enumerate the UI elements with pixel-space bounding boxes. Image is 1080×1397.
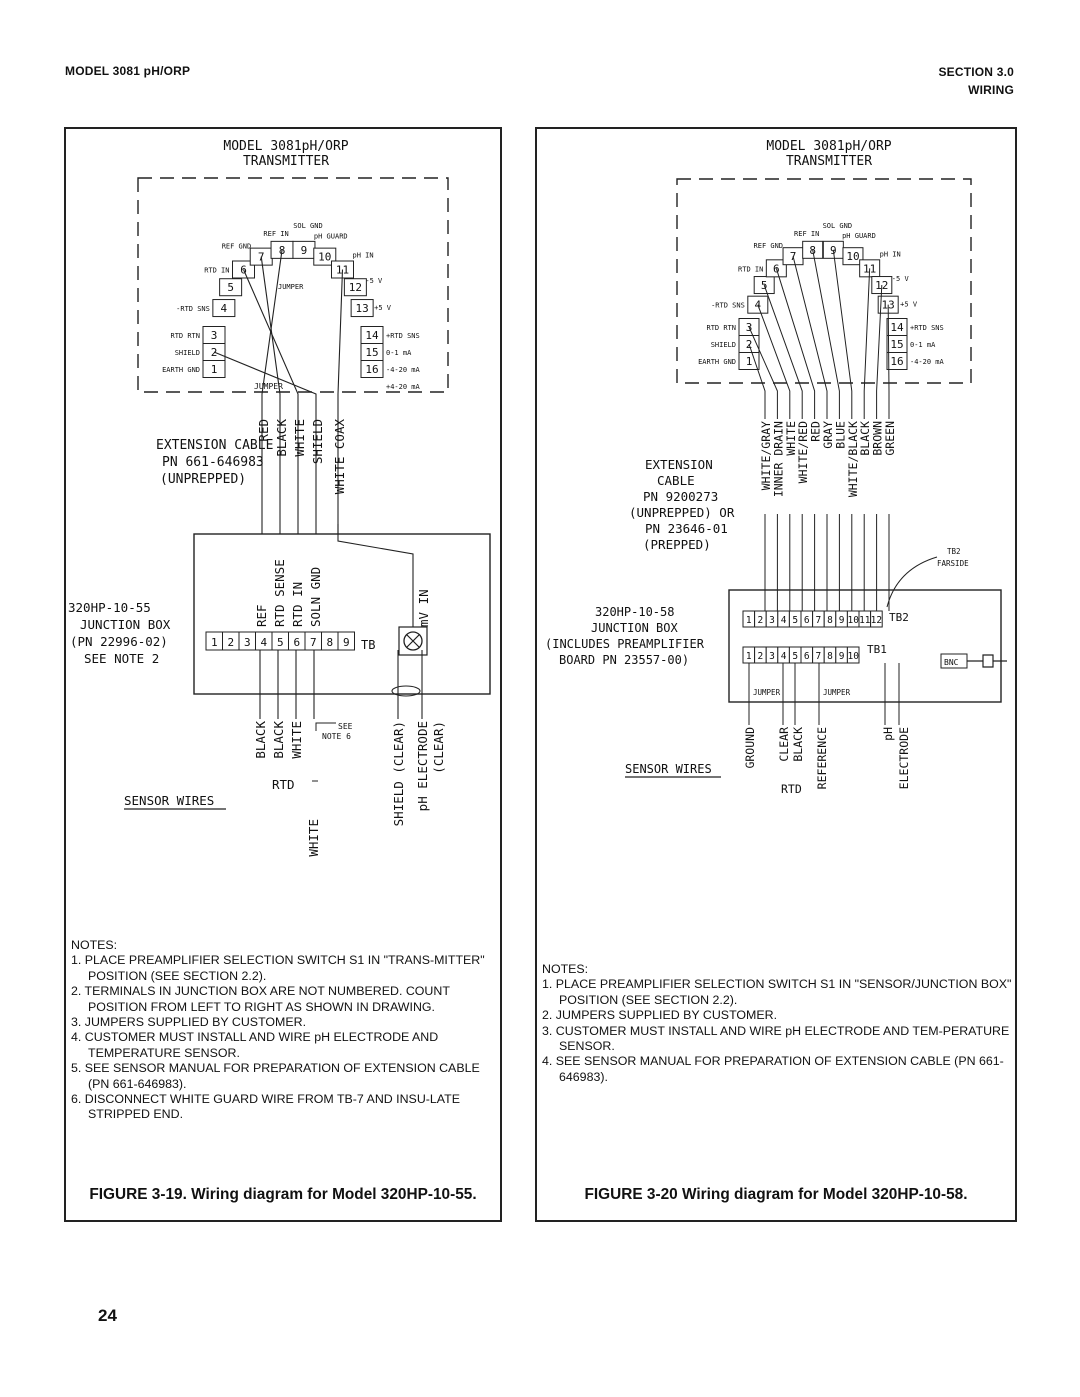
fig20-caption: FIGURE 3-20 Wiring diagram for Model 320HP-10-58. xyxy=(584,1186,968,1203)
fig20-tb1-number: 3 xyxy=(769,651,775,662)
fig20-wire-7 xyxy=(813,250,840,419)
fig20-tb1-number: 8 xyxy=(827,651,833,662)
fig19-wire-3 xyxy=(244,270,298,419)
fig20-tb1-strip xyxy=(743,647,859,663)
figure-3-19-panel xyxy=(64,127,502,1222)
fig20-sensor-wire-label: BLACK xyxy=(791,727,805,762)
fig20-wire-8 xyxy=(833,250,851,419)
fig19-terminal-number: 9 xyxy=(300,243,308,257)
fig20-bnc-label: BNC xyxy=(944,658,959,667)
fig20-tb2-number: 3 xyxy=(769,615,775,626)
fig20-note-3: 3. CUSTOMER MUST INSTALL AND WIRE pH ELECTRODE AND TEM-PERATURE SENSOR. xyxy=(542,1023,1010,1054)
fig19-jb-title3: (PN 22996-02) xyxy=(70,634,168,649)
fig20-tb1-number: 1 xyxy=(745,651,752,662)
fig20-terminal-number: 14 xyxy=(890,321,904,334)
fig20-sensor-wire-label: RTD xyxy=(781,782,802,796)
figure-3-20-panel xyxy=(535,127,1017,1222)
fig20-cable-wire-label: GRAY xyxy=(821,421,835,449)
fig20-junction-box xyxy=(729,590,1001,702)
fig19-sensor-wire-label: pH ELECTRODE xyxy=(415,721,430,812)
fig20-sensor-wire-label: CLEAR xyxy=(777,727,791,762)
fig20-cable-title6: (PREPPED) xyxy=(643,537,711,552)
fig19-cable-wire-label: BLACK xyxy=(274,419,289,457)
fig20-cable-wire-label: BLACK xyxy=(858,421,873,456)
fig20-wire-4 xyxy=(764,285,802,419)
fig20-jumper1: JUMPER xyxy=(753,688,781,697)
fig20-terminal-number: 11 xyxy=(863,262,877,276)
fig19-tb-number: 2 xyxy=(227,636,235,649)
fig20-tb1-number: 2 xyxy=(757,651,764,662)
fig19-terminal-label: pH GUARD xyxy=(313,232,348,241)
fig19-cable-wire-label: WHITE xyxy=(292,419,307,457)
header-section-number: SECTION 3.0 xyxy=(938,65,1014,79)
fig19-terminal-label: 0-1 mA xyxy=(386,349,412,357)
figure-3-20-diagram xyxy=(537,129,1015,969)
fig19-terminal-number: 10 xyxy=(318,250,332,264)
fig19-tb-number: 9 xyxy=(342,636,350,649)
fig19-jb-title2: JUNCTION BOX xyxy=(80,617,171,632)
fig20-tb2-callout1: TB2 xyxy=(947,547,961,556)
fig20-terminal-label: EARTH GND xyxy=(698,358,736,366)
fig20-wire-9 xyxy=(864,268,869,419)
fig20-terminal-label: +5 V xyxy=(900,300,918,309)
fig20-tb2-number: 1 xyxy=(745,615,752,626)
fig19-jb-title1: 320HP-10-55 xyxy=(68,600,151,615)
fig20-terminal-number: 4 xyxy=(754,298,762,312)
fig19-note-6: 6. DISCONNECT WHITE GUARD WIRE FROM TB-7 AND INSU-LATE STRIPPED END. xyxy=(71,1092,460,1122)
fig19-terminal-label: SHIELD xyxy=(174,349,200,357)
fig19-terminal-number: 1 xyxy=(210,363,218,376)
fig20-tb2-callout2: FARSIDE xyxy=(937,559,969,568)
fig20-tb2-number: 5 xyxy=(792,615,799,626)
fig19-tb-number: 8 xyxy=(326,636,334,649)
fig19-coax-route xyxy=(338,524,413,627)
fig19-cable-title3: (UNPREPPED) xyxy=(160,472,247,487)
fig20-tb2-number: 8 xyxy=(827,615,833,626)
fig19-terminal-number: 8 xyxy=(278,243,286,257)
fig20-cable-title5: PN 23646-01 xyxy=(645,521,728,536)
fig20-jb-title1: 320HP-10-58 xyxy=(595,605,675,619)
fig19-notes xyxy=(71,938,499,1123)
fig20-tb2-strip xyxy=(743,611,882,627)
fig20-tb2-label: TB2 xyxy=(889,611,909,624)
fig20-cable-wire-label: WHITE/GRAY xyxy=(759,421,773,491)
fig19-jb-label: SOLN GND xyxy=(308,566,323,627)
fig20-wire-5 xyxy=(776,268,814,419)
fig19-sensor-wire-label: WHITE xyxy=(306,819,321,857)
fig19-cable-wire-label: SHIELD xyxy=(310,419,325,465)
fig19-terminal-number: 13 xyxy=(355,302,369,316)
fig19-sensor-wire-label: RTD xyxy=(272,777,295,792)
fig19-sensor-wire-label: BLACK xyxy=(271,721,286,759)
header-section-title: WIRING xyxy=(968,83,1014,97)
fig20-terminal-number: 3 xyxy=(745,321,753,334)
fig20-terminal-label: pH IN xyxy=(879,250,901,259)
fig19-terminal-number: 16 xyxy=(365,363,379,376)
fig20-cable-wire-label: INNER DRAIN xyxy=(771,421,786,498)
fig20-notes xyxy=(542,962,1012,1085)
fig20-sensor-wire-label: GROUND xyxy=(743,727,757,769)
fig19-wire-5 xyxy=(338,270,342,419)
fig20-callout-arrow xyxy=(887,557,937,607)
fig19-note-1: 1. PLACE PREAMPLIFIER SELECTION SWITCH S1 IN "TRANS-MITTER" POSITION (SEE SECTION 2.2). xyxy=(71,953,485,983)
fig19-cable-title1: EXTENSION CABLE xyxy=(156,438,274,453)
fig20-terminal-number: 12 xyxy=(875,279,889,293)
fig19-tb-number: 6 xyxy=(293,636,301,649)
fig19-terminal-label: RTD IN xyxy=(204,266,230,275)
fig20-tb1-number: 6 xyxy=(803,651,810,662)
fig20-sensor-labels xyxy=(743,663,911,796)
fig19-note-5: 5. SEE SENSOR MANUAL FOR PREPARATION OF EXTENSION CABLE (PN 661-646983). xyxy=(71,1061,480,1091)
fig20-tb1-label: TB1 xyxy=(867,643,887,656)
fig19-tb-number: 1 xyxy=(210,636,218,649)
fig19-mv-connector-cross xyxy=(407,635,419,647)
fig19-sensor-wire-label: (CLEAR) xyxy=(431,721,446,774)
fig19-jumper-bottom: JUMPER xyxy=(254,382,283,391)
fig20-title-transmitter: TRANSMITTER xyxy=(785,154,873,169)
fig20-terminal-number: 15 xyxy=(890,338,904,351)
fig20-sensor-wire-label: pH xyxy=(881,727,895,741)
fig20-terminal-label: -5 V xyxy=(891,275,909,284)
fig20-terminal-label: +RTD SNS xyxy=(910,324,944,332)
fig20-cable-title3: PN 9200273 xyxy=(643,489,719,504)
fig19-sensor-wire-label: BLACK xyxy=(253,721,268,759)
fig19-jb-label: mV IN xyxy=(416,589,431,627)
fig19-terminal-label: REF IN xyxy=(263,229,289,238)
fig20-jb-title3: (INCLUDES PREAMPLIFIER xyxy=(545,637,704,651)
fig20-terminal-number: 1 xyxy=(745,355,753,368)
fig19-terminal-number: 3 xyxy=(210,329,218,342)
fig20-title-model: MODEL 3081pH/ORP xyxy=(766,139,892,154)
fig19-cable-wire-label: WHITE COAX xyxy=(332,419,347,495)
fig19-terminal-number: 12 xyxy=(348,281,362,295)
fig19-note-3: 3. JUMPERS SUPPLIED BY CUSTOMER. xyxy=(71,1015,307,1030)
fig19-terminal-strip xyxy=(206,632,355,650)
fig19-junction-box xyxy=(194,534,490,694)
fig20-notes-title: NOTES: xyxy=(542,962,589,976)
fig20-terminal-label: RTD IN xyxy=(738,265,764,274)
fig19-sensor-labels xyxy=(253,650,446,857)
fig19-terminal-label: RTD RTN xyxy=(170,332,200,340)
fig20-terminal-number: 16 xyxy=(890,355,904,368)
fig20-tb1-number: 5 xyxy=(792,651,799,662)
fig20-cable-wire-label: WHITE/RED xyxy=(796,421,811,484)
fig19-sensor-wires-label: SENSOR WIRES xyxy=(124,793,215,808)
fig20-terminal-label: -RTD SNS xyxy=(711,301,745,310)
fig19-terminal-label: EARTH GND xyxy=(162,366,200,374)
fig19-terminal-label: -5 V xyxy=(365,277,383,286)
fig20-terminal-label: pH GUARD xyxy=(842,232,876,241)
fig20-terminal-label: 0-1 mA xyxy=(910,341,936,349)
fig20-tb1-number: 10 xyxy=(847,651,859,662)
fig19-terminal-number: 5 xyxy=(227,281,234,295)
fig20-tb2-number: 6 xyxy=(803,615,810,626)
fig19-jb-label: REF xyxy=(254,604,269,627)
fig19-tb-number: 3 xyxy=(243,636,251,649)
fig19-terminal-label: +5 V xyxy=(374,304,391,313)
fig20-jb-title4: BOARD PN 23557-00) xyxy=(559,653,690,667)
fig19-terminal-label: -RTD SNS xyxy=(176,305,210,314)
header-section xyxy=(938,63,1014,99)
fig20-terminal-label: SOL GND xyxy=(822,221,853,230)
fig20-tb2-number: 12 xyxy=(870,615,883,626)
fig20-sensor-wire-label: REFERENCE xyxy=(815,727,829,790)
fig19-terminal-number: 2 xyxy=(210,346,218,359)
fig20-terminal-number: 6 xyxy=(773,262,780,276)
fig20-tb2-number: 11 xyxy=(859,615,871,626)
fig20-cable-title1: EXTENSION xyxy=(645,457,713,472)
fig20-terminal-label: SHIELD xyxy=(710,341,736,349)
fig19-note-2: 2. TERMINALS IN JUNCTION BOX ARE NOT NUMBERED. COUNT POSITION FROM LEFT TO RIGHT AS SHOWN IN DRAWING. xyxy=(71,984,450,1014)
fig19-jb-label: RTD SENSE xyxy=(272,559,287,627)
fig20-cable-labels xyxy=(759,421,897,497)
fig19-terminal-label: REF GND xyxy=(221,242,252,251)
fig20-note-2: 2. JUMPERS SUPPLIED BY CUSTOMER. xyxy=(542,1008,778,1023)
fig20-terminal-number: 13 xyxy=(881,298,895,312)
fig20-cable-wire-label: BROWN xyxy=(870,421,885,456)
fig19-note-4: 4. CUSTOMER MUST INSTALL AND WIRE pH ELECTRODE AND TEMPERATURE SENSOR. xyxy=(71,1030,439,1060)
fig19-see-note-line xyxy=(316,723,336,731)
fig19-terminal-label: +RTD SNS xyxy=(386,332,420,340)
fig20-sensor-wires-label: SENSOR WIRES xyxy=(625,762,712,776)
fig20-terminal-label: REF IN xyxy=(794,229,820,238)
fig20-terminal-label: -4-20 mA xyxy=(910,358,944,366)
fig20-terminal-number: 2 xyxy=(745,338,753,351)
fig20-jb-title2: JUNCTION BOX xyxy=(591,621,678,635)
fig20-note-4: 4. SEE SENSOR MANUAL FOR PREPARATION OF EXTENSION CABLE (PN 661-646983). xyxy=(542,1054,1004,1084)
fig20-cable-wire-label: WHITE xyxy=(783,421,798,456)
fig20-terminal-number: 9 xyxy=(830,243,837,257)
fig20-tb2-number: 2 xyxy=(757,615,764,626)
figure-3-19-diagram xyxy=(66,129,500,1049)
fig19-jb-labels xyxy=(254,559,431,627)
fig19-terminal-block xyxy=(162,222,420,391)
fig20-tb2-number: 10 xyxy=(847,615,859,626)
fig19-tb-number: 5 xyxy=(276,636,284,649)
fig20-tb2-number: 4 xyxy=(780,615,787,626)
fig20-wire-3 xyxy=(758,305,790,419)
fig19-jb-title4: SEE NOTE 2 xyxy=(84,651,160,666)
fig20-tb1-number: 9 xyxy=(838,651,845,662)
fig20-cable-wire-label: GREEN xyxy=(883,421,897,456)
fig20-terminal-number: 7 xyxy=(789,250,797,264)
fig20-cable-title2: CABLE xyxy=(657,473,695,488)
fig19-terminal-label: -4-20 mA xyxy=(386,366,420,374)
fig19-terminal-number: 14 xyxy=(365,329,379,342)
fig19-cable-title2: PN 661-646983 xyxy=(162,455,264,470)
fig20-terminal-number: 10 xyxy=(846,250,860,264)
fig20-note-1: 1. PLACE PREAMPLIFIER SELECTION SWITCH S1 IN "SENSOR/JUNCTION BOX" POSITION (SEE SECTION 2.2). xyxy=(542,977,1012,1007)
fig19-terminal-label: SOL GND xyxy=(293,221,323,230)
fig20-jumper2: JUMPER xyxy=(823,688,851,697)
fig19-see-note2: NOTE 6 xyxy=(322,732,351,741)
fig20-cable-title4: (UNPREPPED) OR xyxy=(629,505,735,520)
fig19-title-model: MODEL 3081pH/ORP xyxy=(223,139,349,154)
fig20-tb2-number: 7 xyxy=(815,615,822,626)
fig20-cable-wire-label: RED xyxy=(808,421,823,442)
fig20-tb1-number: 4 xyxy=(780,651,787,662)
fig19-sensor-wire-label: WHITE xyxy=(289,721,304,759)
page-number: 24 xyxy=(98,1306,117,1325)
fig19-title-transmitter: TRANSMITTER xyxy=(242,154,330,169)
fig19-terminal-label: +4-20 mA xyxy=(386,383,420,391)
fig20-sensor-wire-label: ELECTRODE xyxy=(897,727,911,790)
fig19-terminal-number: 15 xyxy=(365,346,379,359)
fig19-notes-title: NOTES: xyxy=(71,938,118,952)
fig19-terminal-label: pH IN xyxy=(352,251,374,260)
fig19-sensor-wire-label: SHIELD (CLEAR) xyxy=(391,721,406,827)
fig19-tb-number: 7 xyxy=(309,636,317,649)
fig20-terminal-label: RTD RTN xyxy=(706,324,736,332)
fig20-tb1-number: 7 xyxy=(815,651,822,662)
fig20-terminal-number: 5 xyxy=(760,279,768,293)
fig19-see-note: SEE xyxy=(338,722,353,731)
fig19-jb-label: RTD IN xyxy=(290,581,305,627)
fig19-terminal-number: 6 xyxy=(240,263,247,277)
fig19-jumper-top: JUMPER xyxy=(278,283,304,291)
fig19-terminal-number: 4 xyxy=(220,302,228,316)
fig19-terminal-number: 11 xyxy=(335,263,350,277)
fig20-cable-wire-label: BLUE xyxy=(833,421,848,449)
fig20-transmitter-box xyxy=(677,179,971,383)
fig20-terminal-number: 8 xyxy=(809,243,816,257)
fig20-terminal-label: REF GND xyxy=(753,242,784,251)
fig19-cable-wire-label: RED xyxy=(256,419,271,442)
fig19-terminal-number: 7 xyxy=(257,250,265,264)
fig19-tb-label: TB xyxy=(361,638,376,652)
fig19-caption: FIGURE 3-19. Wiring diagram for Model 320HP-10-55. xyxy=(89,1186,477,1203)
fig20-cable-wire-label: WHITE/BLACK xyxy=(845,421,860,498)
fig19-tb-number: 4 xyxy=(260,636,268,649)
fig20-tb2-number: 9 xyxy=(838,615,845,626)
header-model: MODEL 3081 pH/ORP xyxy=(65,64,191,78)
